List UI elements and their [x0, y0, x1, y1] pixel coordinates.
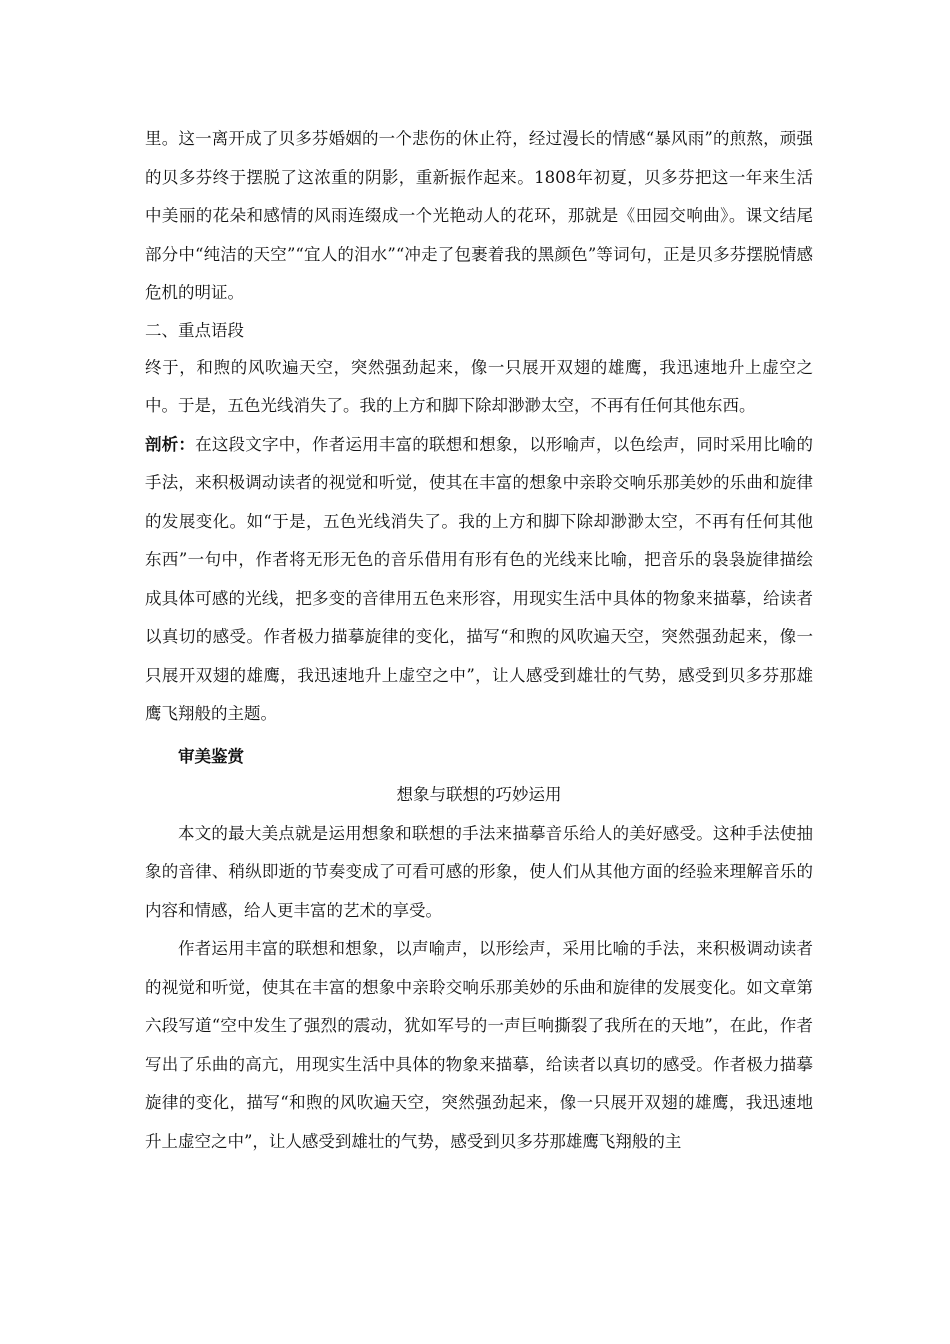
- continuation-paragraph: 里。这一离开成了贝多芬婚姻的一个悲伤的休止符，经过漫长的情感“暴风雨”的煎熬，顽强的贝多芬终于摆脱了这浓重的阴影，重新振作起来。1808年初夏，贝多芬把这一年来生活中美丽的花朵和感情的风雨连缀成一个光艳动人的花环，那就是《田园交响曲》。课文结尾部分中“纯洁的天空”“宜人的泪水”“冲走了包裹着我的黑颜色”等词句，正是贝多芬摆脱情感危机的明证。: [145, 129, 813, 302]
- section-two-heading: 二、重点语段: [145, 320, 244, 340]
- analysis-paragraph: [145, 426, 813, 734]
- aesthetic-heading: 审美鉴赏: [178, 746, 244, 766]
- aesthetic-paragraph-1: 本文的最大美点就是运用想象和联想的手法来描摹音乐给人的美好感受。这种手法使抽象的音律、稍纵即逝的节奏变成了可看可感的形象，使人们从其他方面的经验来理解音乐的内容和情感，给人更丰富的艺术的享受。: [145, 823, 813, 920]
- analysis-label: 剖析：: [145, 434, 196, 454]
- key-passage: 终于，和煦的风吹遍天空，突然强劲起来，像一只展开双翅的雄鹰，我迅速地升上虚空之中。于是，五色光线消失了。我的上方和脚下除却渺渺太空，不再有任何其他东西。: [145, 357, 813, 415]
- aesthetic-paragraph-2: 作者运用丰富的联想和想象，以声喻声，以形绘声，采用比喻的手法，来积极调动读者的视觉和听觉，使其在丰富的想象中亲聆交响乐那美妙的乐曲和旋律的发展变化。如文章第六段写道“空中发生了强烈的震动，犹如军号的一声巨响撕裂了我所在的天地”，在此，作者写出了乐曲的高亢，用现实生活中具体的物象来描摹，给读者以真切的感受。作者极力描摹旋律的变化，描写“和煦的风吹遍天空，突然强劲起来，像一只展开双翅的雄鹰，我迅速地升上虚空之中”，让人感受到雄壮的气势，感受到贝多芬那雄鹰飞翔般的主: [145, 939, 813, 1151]
- analysis-text: 在这段文字中，作者运用丰富的联想和想象，以形喻声，以色绘声，同时采用比喻的手法，来积极调动读者的视觉和听觉，使其在丰富的想象中亲聆交响乐那美妙的乐曲和旋律的发展变化。如“于是，五色光线消失了。我的上方和脚下除却渺渺太空，不再有任何其他东西”一句中，作者将无形无色的音乐借用有形有色的光线来比喻，把音乐的袅袅旋律描绘成具体可感的光线，把多变的音律用五色来形容，用现实生活中具体的物象来描摹，给读者以真切的感受。作者极力描摹旋律的变化，描写“和煦的风吹遍天空，突然强劲起来，像一只展开双翅的雄鹰，我迅速地升上虚空之中”，让人感受到雄壮的气势，感受到贝多芬那雄鹰飞翔般的主题。: [145, 434, 814, 723]
- aesthetic-title: 想象与联想的巧妙运用: [396, 785, 562, 804]
- document-body: [145, 120, 813, 1161]
